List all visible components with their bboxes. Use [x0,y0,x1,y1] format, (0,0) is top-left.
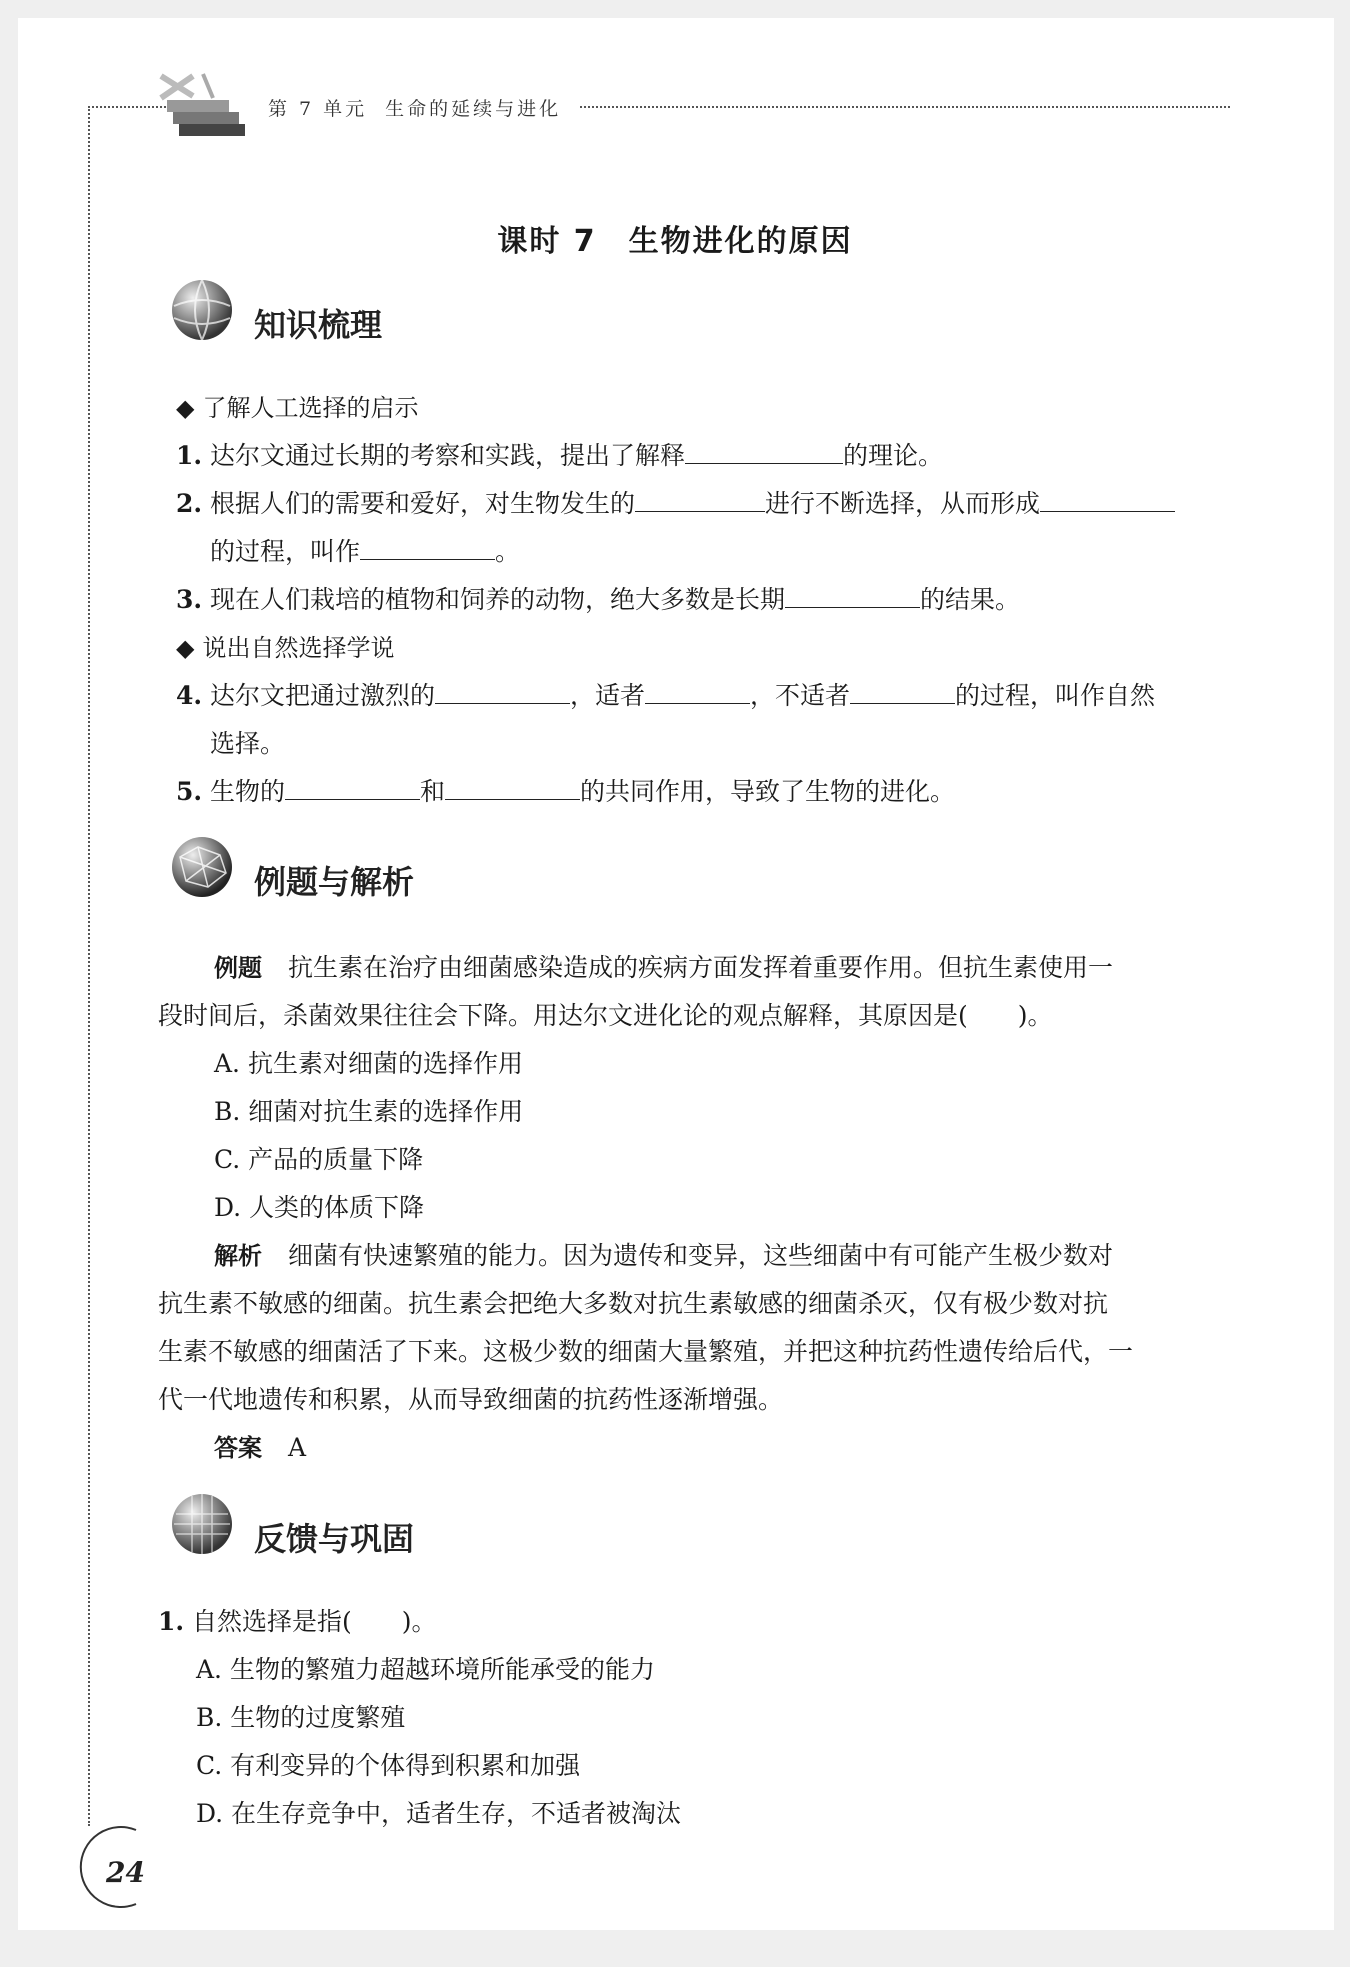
answer-blank[interactable] [850,673,955,704]
answer-blank[interactable] [360,529,495,560]
question-2: 2. 根据人们的需要和爱好，对生物发生的 进行不断选择，从而形成 [176,480,1236,528]
analysis: 解析 细菌有快速繁殖的能力。因为遗传和变异，这些细菌中有可能产生极少数对 [214,1241,1114,1270]
example-option: B. 细菌对抗生素的选择作用 [214,1097,524,1126]
mesh-globe-icon [168,1490,240,1562]
running-header [268,94,561,121]
example-question-continued: 段时间后，杀菌效果往往会下降。用达尔文进化论的观点解释，其原因是( )。 [158,1001,1053,1030]
feedback-question-1: 1. 自然选择是指( )。 [158,1607,437,1636]
page-number: 24 [106,1856,145,1889]
question-4: 4. 达尔文把通过激烈的 ，适者 ，不适者 的过程，叫作自然 [176,672,1236,720]
section-title: 例题与解析 [254,863,415,901]
answer-blank[interactable] [435,673,570,704]
header-dotted-rule-right [580,106,1230,108]
answer-blank[interactable] [645,673,750,704]
answer-blank[interactable] [685,433,843,464]
workbook-page [18,18,1334,1930]
margin-dotted-rule [88,106,90,1826]
answer-blank[interactable] [1040,481,1175,512]
question-5: 5. 生物的 和 的共同作用，导致了生物的进化。 [176,768,1236,816]
lesson-title: 课时 7 生物进化的原因 [497,224,853,259]
question-2-continued: 的过程，叫作 。 [176,528,1236,576]
example-question: 例题 抗生素在治疗由细菌感染造成的疾病方面发挥着重要作用。但抗生素使用一 [214,953,1114,982]
answer-blank[interactable] [445,769,580,800]
diamond-bullet-icon: ◆ [176,394,195,422]
subheading: ◆ 了解人工选择的启示 [176,384,1236,432]
section-example-heading [168,833,414,905]
section-knowledge-heading [168,276,382,348]
example-option: C. 产品的质量下降 [214,1145,424,1174]
feedback-option: C. 有利变异的个体得到积累和加强 [196,1751,581,1780]
question-1: 1. 达尔文通过长期的考察和实践，提出了解释 的理论。 [176,432,1236,480]
unit-number: 第 7 单元 [268,98,368,120]
example-option: A. 抗生素对细菌的选择作用 [214,1049,523,1078]
diamond-bullet-icon: ◆ [176,634,195,662]
feedback-option: A. 生物的繁殖力超越环境所能承受的能力 [196,1655,655,1684]
example-content [158,944,1238,1472]
feedback-option: D. 在生存竞争中，适者生存，不适者被淘汰 [196,1799,682,1828]
answer-blank[interactable] [785,577,920,608]
answer-blank[interactable] [635,481,765,512]
analysis-line: 代一代地遗传和积累，从而导致细菌的抗药性逐渐增强。 [158,1385,784,1414]
books-logo-icon [153,68,263,148]
subheading: ◆ 说出自然选择学说 [176,624,1236,672]
unit-title: 生命的延续与进化 [385,98,562,120]
analysis-line: 抗生素不敏感的细菌。抗生素会把绝大多数对抗生素敏感的细菌杀灭，仅有极少数对抗 [158,1289,1109,1318]
section-feedback-heading [168,1490,414,1562]
question-4-continued: 选择。 [210,729,286,758]
question-3: 3. 现在人们栽培的植物和饲养的动物，绝大多数是长期 的结果。 [176,576,1236,624]
analysis-line: 生素不敏感的细菌活了下来。这极少数的细菌大量繁殖，并把这种抗药性遗传给后代，一 [158,1337,1134,1366]
section-title: 知识梳理 [254,306,383,344]
globe-icon [168,276,240,348]
example-option: D. 人类的体质下降 [214,1193,425,1222]
section-title: 反馈与巩固 [254,1520,415,1558]
knowledge-content [176,384,1236,816]
answer-blank[interactable] [285,769,420,800]
feedback-option: B. 生物的过度繁殖 [196,1703,406,1732]
answer: 答案 A [214,1433,307,1462]
network-globe-icon [168,833,240,905]
feedback-content [158,1598,1218,1838]
